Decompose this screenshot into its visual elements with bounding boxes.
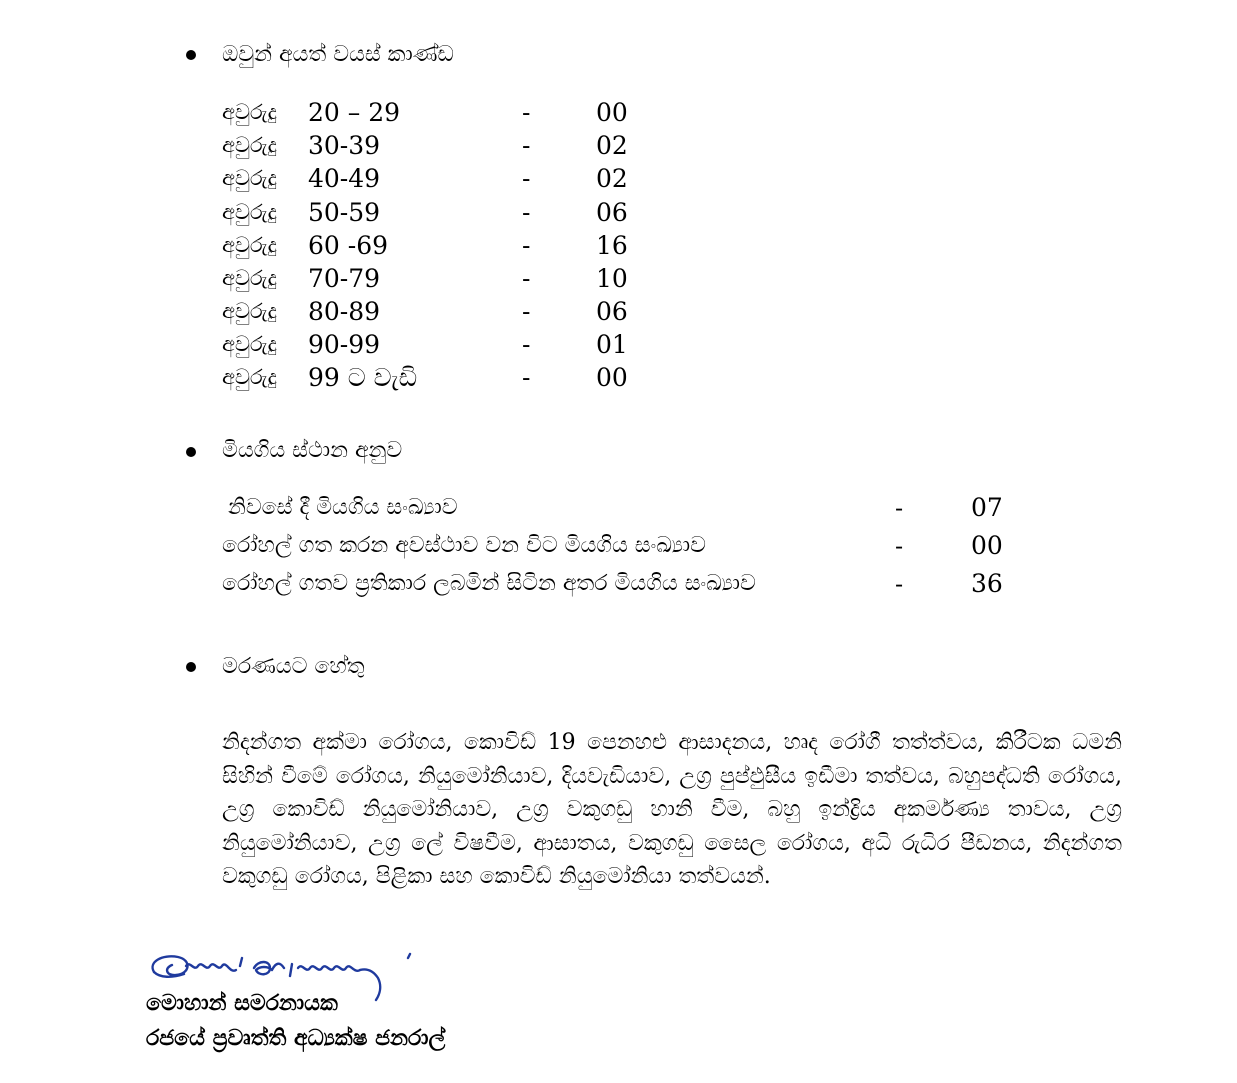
age-prefix: අවුරුදු	[222, 233, 277, 257]
place-count: 00	[971, 531, 1003, 560]
age-prefix: අවුරුදු	[222, 299, 277, 323]
place-dash: -	[895, 532, 904, 560]
causes-paragraph: නිදන්ගත අක්මා රෝගය, කොවිඩ් 19 පෙනහළු ආසාදනය, හෘද රෝගී තත්ත්වය, කිරීටක ධමනි සිහින් වීමේ රෝගය, නියුමෝනියාව, දියවැඩියාව, උග්‍ර පුප්ඵුසීය ඉඩීමා තත්වය, බහුපද්ධති රෝගය, උග්‍ර කොවිඩ් නියුමෝනියාව, උග්‍ර වකුගඩු හානි වීම, බහු ඉන්ද්‍රිය අකර්මණ්‍ය තාවය, උග්‍ර නියුමෝනියාව, උග්‍ර ලේ විෂවීම, ආසාතය, වකුගඩු සෛල රෝගය, අධි රුධිර පීඩනය, නිදන්ගත වකුගඩු රෝගය, පිළිකා සහ කොවිඩ් නියුමෝනියා තත්වයන්.	[222, 730, 1122, 889]
age-row	[222, 129, 642, 162]
age-dash: -	[522, 98, 531, 127]
age-count: 00	[596, 98, 628, 127]
age-dash: -	[522, 297, 531, 326]
signatory-name: මොහාන් සමරනායක	[146, 990, 338, 1016]
age-row	[222, 262, 642, 295]
age-range: 99 ට වැඩි	[308, 363, 418, 392]
age-row	[222, 328, 642, 361]
bullet-causes-of-death	[186, 662, 196, 672]
age-row	[222, 295, 642, 328]
age-dash: -	[522, 164, 531, 193]
age-range: 50-59	[308, 198, 381, 227]
bullet-age-groups	[186, 50, 196, 60]
age-dash: -	[522, 231, 531, 260]
age-range: 30-39	[308, 131, 381, 160]
age-dash: -	[522, 264, 531, 293]
age-prefix: අවුරුදු	[222, 332, 277, 356]
age-range: 40-49	[308, 164, 381, 193]
age-range: 70-79	[308, 264, 381, 293]
age-row	[222, 196, 642, 229]
age-dash: -	[522, 330, 531, 359]
signatory-title: රජයේ ප්‍රවෘත්ති අධ්‍යක්ෂ ජනරාල්	[146, 1025, 446, 1051]
age-groups-heading: ඔවුන් අයත් වයස් කාණ්ඩ	[222, 42, 454, 67]
place-row	[222, 489, 1022, 527]
age-range: 80-89	[308, 297, 381, 326]
age-count: 01	[596, 330, 628, 359]
place-dash: -	[895, 570, 904, 598]
age-row	[222, 96, 642, 129]
age-row	[222, 361, 642, 394]
age-prefix: අවුරුදු	[222, 266, 277, 290]
age-dash: -	[522, 198, 531, 227]
place-of-death-heading: මියගිය ස්ථාන අනුව	[222, 438, 403, 463]
age-row	[222, 162, 642, 195]
bullet-place-of-death	[186, 447, 196, 457]
age-range: 20 – 29	[308, 98, 401, 127]
age-prefix: අවුරුදු	[222, 365, 277, 389]
age-range: 90-99	[308, 330, 381, 359]
age-count: 06	[596, 198, 628, 227]
age-range: 60 -69	[308, 231, 389, 260]
place-count: 36	[971, 569, 1003, 598]
age-dash: -	[522, 131, 531, 160]
place-row	[222, 527, 1022, 565]
age-prefix: අවුරුදු	[222, 166, 277, 190]
place-label: රෝහල් ගතව ප්‍රතිකාර ලබමින් සිටින අතර මියගිය සංඛ්‍යාව	[222, 571, 756, 596]
age-row	[222, 229, 642, 262]
age-prefix: අවුරුදු	[222, 200, 277, 224]
age-count: 10	[596, 264, 628, 293]
age-count: 02	[596, 131, 628, 160]
causes-of-death-heading: මරණයට හේතු	[222, 654, 365, 679]
age-count: 00	[596, 363, 628, 392]
place-label: නිවසේ දී මියගිය සංඛ්‍යාව	[228, 495, 458, 520]
age-dash: -	[522, 363, 531, 392]
age-count: 16	[596, 231, 628, 260]
age-prefix: අවුරුදු	[222, 100, 277, 124]
age-prefix: අවුරුදු	[222, 133, 277, 157]
place-row	[222, 565, 1022, 603]
place-label: රෝහල් ගත කරන අවස්ථාව වන විට මියගිය සංඛ්‍යාව	[222, 533, 706, 558]
age-count: 02	[596, 164, 628, 193]
age-count: 06	[596, 297, 628, 326]
place-dash: -	[895, 494, 904, 522]
place-count: 07	[971, 493, 1003, 522]
